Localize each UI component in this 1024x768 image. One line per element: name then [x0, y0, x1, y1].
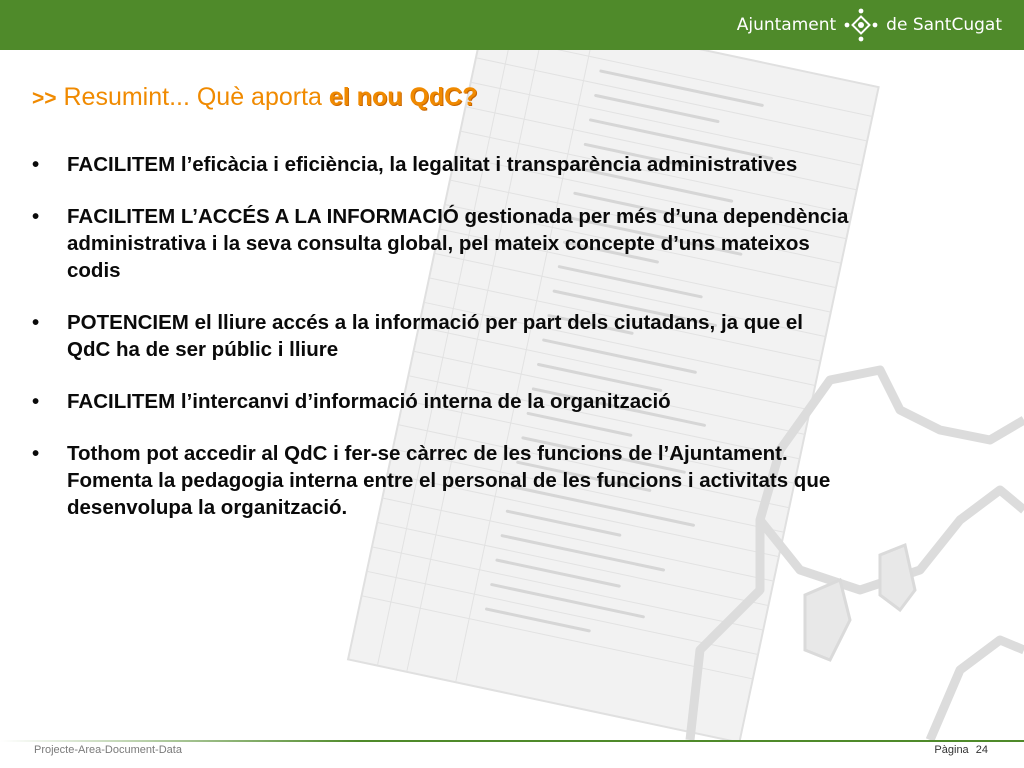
- brand-name-left: Ajuntament: [736, 15, 837, 35]
- page-label: Pàgina: [934, 744, 969, 756]
- bullet-dot: •: [32, 205, 40, 228]
- bullet-dot: •: [32, 442, 40, 465]
- list-item: [32, 203, 1022, 284]
- faded-map-islands: [805, 545, 915, 660]
- bullet-dot: •: [32, 153, 40, 176]
- bullet-dot: •: [32, 390, 40, 413]
- bullet-text: FACILITEM l’eficàcia i eficiència, la legalitat i transparència administratives: [67, 153, 798, 176]
- bullet-text: POTENCIEM el lliure accés a la informació per part dels ciutadans, ja que el QdC ha de ser públic i lliure: [67, 311, 803, 361]
- title-highlight: el nou QdC?: [328, 83, 478, 111]
- page-number: 24: [975, 744, 988, 756]
- footer-page-indicator: [930, 744, 988, 756]
- brand-logo: [737, 8, 1002, 42]
- brand-name-right: de SantCugat: [886, 15, 1002, 35]
- title-text: Resumint... Què aporta: [63, 83, 329, 111]
- diamond-emblem-icon: [844, 8, 878, 42]
- list-item: [32, 309, 1022, 363]
- bullet-text: Tothom pot accedir al QdC i fer-se càrrec de les funcions de l’Ajuntament. Fomenta la pedagogia interna entre el personal de les funcions i activitats que desenvolupa la organització.: [67, 442, 831, 519]
- header-bar: [0, 0, 1024, 50]
- list-item: [32, 388, 1022, 415]
- list-item: [32, 440, 1022, 521]
- bullet-dot: •: [32, 311, 40, 334]
- footer-document-name: Projecte-Area-Document-Data: [34, 744, 182, 756]
- bullet-list: [32, 151, 1022, 546]
- bullet-text: FACILITEM l’intercanvi d’informació interna de la organització: [67, 390, 671, 413]
- slide-title: [32, 83, 478, 112]
- footer-divider: [0, 740, 1024, 742]
- bullet-text: FACILITEM L’ACCÉS A LA INFORMACIÓ gestionada per més d’una dependència administrativa i la seva consulta global, pel mateix concepte d’uns mateixos codis: [67, 205, 849, 282]
- title-arrows: >>: [32, 87, 57, 110]
- list-item: [32, 151, 1022, 178]
